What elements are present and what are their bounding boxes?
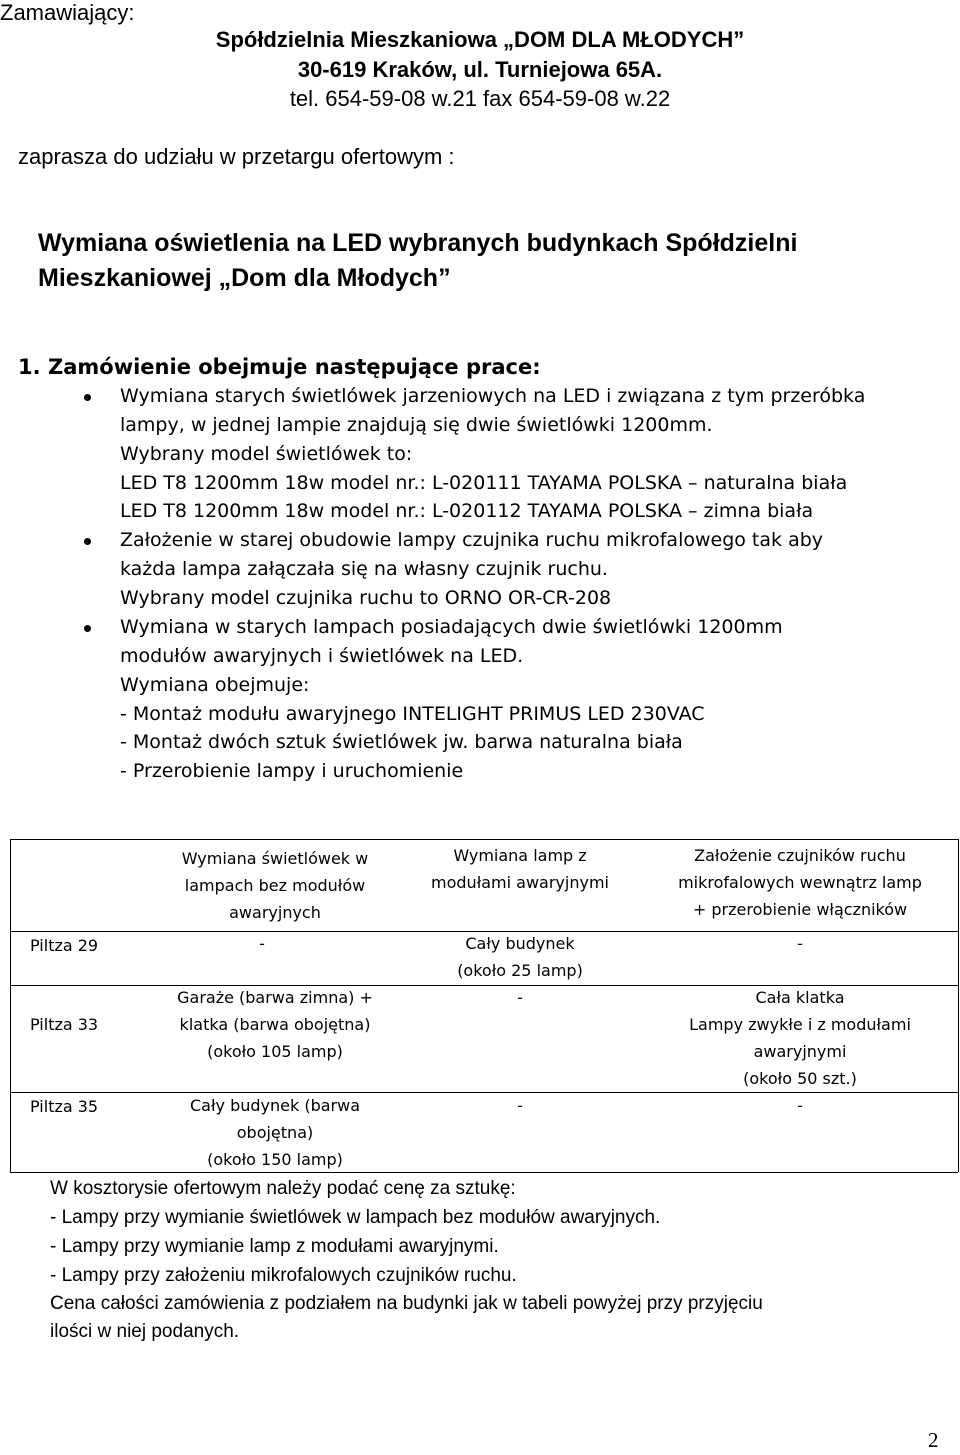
section-number: 1. [18,355,41,379]
table-cell: Cały budynek (około 25 lamp) [457,934,583,980]
bullet3-line: Wymiana obejmuje: [120,674,310,696]
organization-name: Spółdzielnia Mieszkaniowa „DOM DLA MŁODYCH” [215,27,745,52]
invitation-text: zaprasza do udziału w przetargu ofertowym : [18,144,455,169]
organization-phone: tel. 654-59-08 w.21 fax 654-59-08 w.22 [289,86,671,111]
bullet3-line: - Montaż dwóch sztuk świetlówek jw. barwa naturalna biała [120,731,683,753]
bullet2-line: Wybrany model czujnika ruchu to ORNO OR-CR-208 [120,587,612,609]
bullet1-line: LED T8 1200mm 18w model nr.: L-020111 TAYAMA POLSKA – naturalna biała [120,472,848,494]
bullet-dot [84,625,91,632]
bullet1-line: lampy, w jednej lampie znajdują się dwie świetlówki 1200mm. [120,414,713,436]
bullet3-line: Wymiana w starych lampach posiadających dwie świetlówki 1200mm [120,616,783,638]
table-cell: - [797,1096,803,1115]
closing-text-line2: ilości w niej podanych. [50,1321,240,1342]
section-heading: Zamówienie obejmuje następujące prace: [48,355,541,379]
bullet3-line: - Przerobienie lampy i uruchomienie [120,760,464,782]
row-label-piltza-29: Piltza 29 [30,936,99,955]
table-cell: - [797,934,803,953]
table-cell: Cała klatka Lampy zwykłe i z modułami awaryjnymi (około 50 szt.) [689,988,911,1088]
orderer-label: Zamawiający: [0,0,135,25]
column-header-fluorescent: Wymiana świetlówek w lampach bez modułów awaryjnych [181,849,369,922]
column-header-sensors: Założenie czujników ruchu mikrofalowych wewnątrz lamp + przerobienie włączników [678,846,922,919]
table-cell: - [517,1096,523,1115]
pricing-intro: W kosztorysie ofertowym należy podać cenę za sztukę: [50,1178,516,1199]
tender-title-line2: Mieszkaniowej „Dom dla Młodych” [38,264,451,292]
row-label-piltza-33: Piltza 33 [30,1015,99,1034]
table-cell: Garaże (barwa zimna) + klatka (barwa obojętna) (około 105 lamp) [177,988,373,1061]
pricing-item: - Lampy przy wymianie lamp z modułami awaryjnymi. [50,1236,499,1257]
table-rule [958,839,959,1172]
page-number: 2 [928,1428,939,1452]
column-header-emergency: Wymiana lamp z modułami awaryjnymi [431,846,609,892]
pricing-item: - Lampy przy założeniu mikrofalowych czujników ruchu. [50,1265,517,1286]
closing-text-line1: Cena całości zamówienia z podziałem na budynki jak w tabeli powyżej przy przyjęciu [50,1293,763,1314]
bullet-dot [84,394,91,401]
table-cell: Cały budynek (barwa obojętna) (około 150 lamp) [189,1096,360,1169]
table-rule [10,839,958,840]
table-rule [10,839,11,1172]
table-cell: - [517,988,523,1007]
bullet2-line: Założenie w starej obudowie lampy czujnika ruchu mikrofalowego tak aby [120,529,824,551]
bullet3-line: modułów awaryjnych i świetlówek na LED. [120,645,524,667]
pricing-item: - Lampy przy wymianie świetlówek w lampach bez modułów awaryjnych. [50,1207,661,1228]
table-cell: - [259,934,265,953]
tender-title-line1: Wymiana oświetlenia na LED wybranych budynkach Spółdzielni [38,229,798,257]
bullet2-line: każda lampa załączała się na własny czujnik ruchu. [120,558,608,580]
organization-address: 30-619 Kraków, ul. Turniejowa 65A. [297,57,663,82]
bullet1-line: Wybrany model świetlówek to: [120,443,413,465]
bullet1-line: Wymiana starych świetlówek jarzeniowych na LED i związana z tym przeróbka [120,385,866,407]
row-label-piltza-35: Piltza 35 [30,1097,99,1116]
bullet3-line: - Montaż modułu awaryjnego INTELIGHT PRIMUS LED 230VAC [120,703,705,725]
bullet1-line: LED T8 1200mm 18w model nr.: L-020112 TAYAMA POLSKA – zimna biała [120,500,814,522]
bullet-dot [84,538,91,545]
